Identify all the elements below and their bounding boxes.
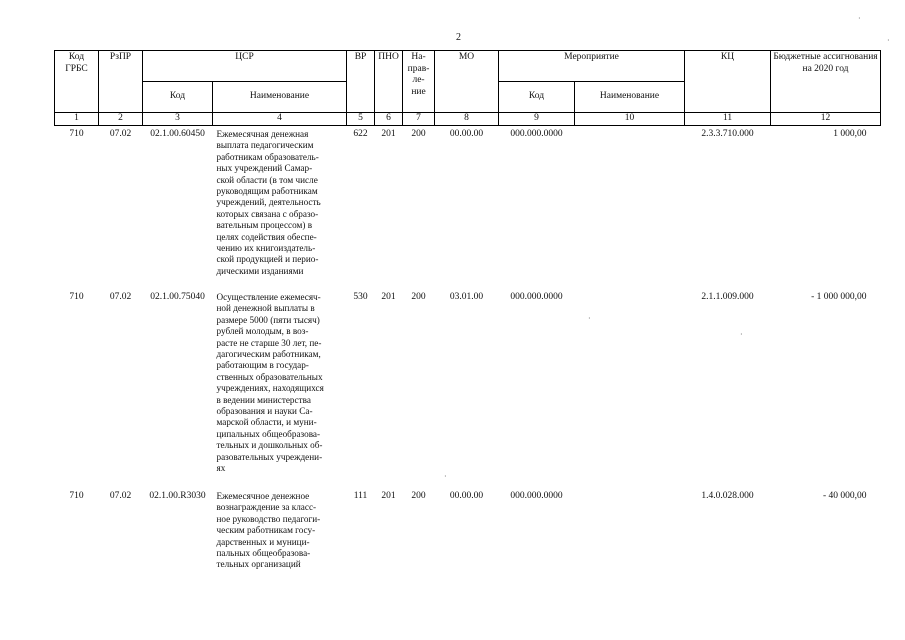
cell-event-kod: 000.000.0000 [510, 491, 563, 501]
scan-speck: · [887, 36, 890, 45]
header-event-kod: Код [499, 82, 575, 113]
header-budget: Бюджетные ассигнования на 2020 год [771, 51, 881, 113]
header-csr: ЦСР [143, 51, 347, 82]
scan-speck: · [858, 14, 861, 23]
cell-vr: 622 [353, 129, 368, 139]
cell-event-name [575, 289, 685, 488]
column-number: 2 [99, 113, 143, 126]
cell-pno: 201 [381, 129, 396, 139]
cell-napravlenie: 200 [411, 292, 426, 302]
column-number: 5 [347, 113, 375, 126]
cell-mo: 03.01.00 [449, 292, 484, 302]
table-row [55, 126, 881, 290]
cell-kc: 1.4.0.028.000 [701, 491, 754, 501]
cell-amount: - 1 000 000,00 [811, 292, 867, 302]
cell-csr-name: Осуществление ежемесяч- ной денежной выплаты в размере 5000 (пяти тысяч) рублей молодым, в воз- расте не старше 30 лет, пе- дагогическим работникам, работающим в государ- ственных образовательных учреждениях, находящихся в ведении министерства образования и науки Са- марской области, и муни- ципальных общеобразова- тельных и дошкольных об- разовательных учреждени- ях [216, 292, 324, 474]
column-number: 6 [375, 113, 403, 126]
cell-event-kod: 000.000.0000 [510, 129, 563, 139]
cell-mo: 00.00.00 [449, 129, 484, 139]
cell-event-kod: 000.000.0000 [510, 292, 563, 302]
column-number: 9 [499, 113, 575, 126]
cell-rzpr: 07.02 [109, 129, 132, 139]
column-number: 4 [213, 113, 347, 126]
cell-vr: 111 [353, 491, 368, 501]
page-number: 2 [456, 32, 461, 43]
column-number: 10 [575, 113, 685, 126]
column-number: 3 [143, 113, 213, 126]
cell-rzpr: 07.02 [109, 491, 132, 501]
scan-speck: · [740, 330, 743, 339]
header-kc: КЦ [685, 51, 771, 113]
cell-grbs: 710 [69, 292, 84, 302]
cell-event-name [575, 488, 685, 581]
cell-csr-kod: 02.1.00.75040 [150, 292, 205, 302]
cell-csr-kod: 02.1.00.R3030 [149, 491, 206, 501]
cell-csr-name: Ежемесячное денежное вознаграждение за класс- ное руководство педагоги- ческим работникам госу- дарственных и муници- пальных общеобразова- тельных организаций [216, 491, 321, 570]
column-number: 12 [771, 113, 881, 126]
header-rzpr: РзПР [99, 51, 143, 113]
cell-grbs: 710 [69, 491, 84, 501]
header-event: Мероприятие [499, 51, 685, 82]
table-row [55, 289, 881, 488]
cell-pno: 201 [381, 292, 396, 302]
table-header-row [55, 51, 881, 82]
cell-grbs: 710 [69, 129, 84, 139]
cell-napravlenie: 200 [411, 129, 426, 139]
header-mo: МО [435, 51, 499, 113]
cell-rzpr: 07.02 [109, 292, 132, 302]
header-pno: ПНО [375, 51, 403, 113]
budget-table [54, 50, 881, 581]
column-number: 11 [685, 113, 771, 126]
header-csr-kod: Код [143, 82, 213, 113]
cell-mo: 00.00.00 [449, 491, 484, 501]
cell-amount: 1 000,00 [833, 129, 867, 139]
column-number: 8 [435, 113, 499, 126]
scan-speck: · [588, 314, 591, 323]
cell-csr-name: Ежемесячная денежная выплата педагогическим работникам образователь- ных учреждений Самар- ской области (в том числе руководящим работникам учреждений, деятельность которых связана с образо- вательным процессом) в целях содействия обеспе- чению их книгоиздатель- ской продукцией и перио- дическими изданиями [216, 129, 321, 276]
header-vr: ВР [347, 51, 375, 113]
cell-pno: 201 [381, 491, 396, 501]
cell-kc: 2.1.1.009.000 [701, 292, 754, 302]
column-number: 1 [55, 113, 99, 126]
cell-amount: - 40 000,00 [822, 491, 867, 501]
cell-kc: 2.3.3.710.000 [701, 129, 754, 139]
cell-csr-kod: 02.1.00.60450 [150, 129, 205, 139]
scan-speck: · [444, 472, 447, 481]
header-csr-name: Наименование [213, 82, 347, 113]
cell-event-name [575, 126, 685, 290]
header-napravlenie: На- прав- ле- ние [403, 51, 435, 113]
header-kod-grbs: Код ГРБС [55, 51, 99, 113]
cell-napravlenie: 200 [411, 491, 426, 501]
column-number: 7 [403, 113, 435, 126]
column-number-row [55, 113, 881, 126]
header-event-name: Наименование [575, 82, 685, 113]
cell-vr: 530 [353, 292, 368, 302]
table-row [55, 488, 881, 581]
